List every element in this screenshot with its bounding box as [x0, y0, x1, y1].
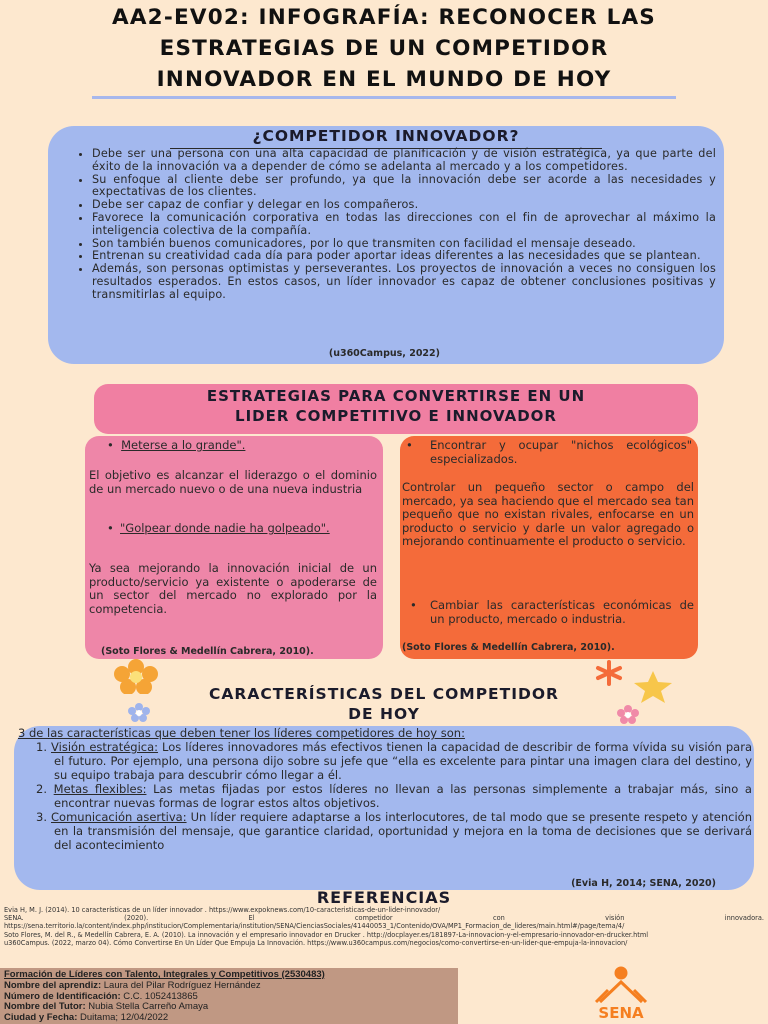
strategy-right-bullet-1: • Encontrar y ocupar "nichos ecológicos" especializados.: [406, 438, 692, 466]
title-line-1: AA2-EV02: INFOGRAFÍA: RECONOCER LAS: [112, 5, 656, 30]
strategy-left-panel: [85, 436, 383, 659]
competitor-bullet-list: [74, 148, 716, 302]
title-line-2: ESTRATEGIAS DE UN COMPETIDOR: [159, 36, 609, 61]
student-id: Número de Identificación: C.C. 1052413865: [4, 990, 198, 1002]
reference-entry: Soto Flores, M. del R., & Medellín Cabrera, E. A. (2010). La innovación y el empresario innovador en Drucker . http://docplayer.es/181897-La-innovacion-y-el-empresario-innovador-en-drucker.html: [4, 930, 649, 939]
competitor-panel: [48, 126, 724, 364]
program-name: Formación de Líderes con Talento, Integrales y Competitivos (2530483): [4, 969, 325, 980]
characteristics-list: [36, 740, 752, 852]
strategy-left-bullet-1: • Meterse a lo grande".: [107, 438, 246, 452]
competitor-citation: (u360Campus, 2022): [328, 348, 440, 359]
page-title: [0, 2, 768, 95]
list-item: • Debe ser capaz de confiar y delegar en los compañeros.: [92, 199, 716, 212]
list-item: • Son también buenos comunicadores, por lo que transmiten con facilidad el mensaje deseado.: [92, 238, 716, 251]
references-list: [4, 906, 764, 947]
list-item: 2. Metas flexibles: Las metas fijadas por estos líderes no llevan a las personas simplemente a trabajar más, sino a encontrar nuevas formas de lograr estos altos objetivos.: [36, 782, 752, 810]
reference-entry: SENA. (2020). El competidor con visión innovadora. https://sena.territorio.la/content/index.php/institucion/Complementaria/institution/SENA/CienciasSociales/41440053_1/Contenido/OVA/MP1_Formacion_de_lideres/main.html#/page/tema/4/: [4, 914, 764, 931]
sena-logo: [582, 966, 660, 1024]
list-item: 1. Visión estratégica: Los líderes innovadores más efectivos tienen la capacidad de describir de forma vívida su visión para el futuro. Por ejemplo, una persona dijo sobre su jefe que “ella es excelente para pintar una imagen clara del destino, y su equipo trabaja para descubrir cómo llegar a él.: [36, 740, 752, 782]
characteristics-lead: 3 de las características que deben tener los líderes competidores de hoy son:: [18, 726, 465, 740]
strategy-right-bullet-2: • Cambiar las características económicas de un producto, mercado o industria.: [410, 598, 694, 626]
strategy-left-citation: (Soto Flores & Medellín Cabrera, 2010).: [101, 646, 314, 657]
strategy-left-bullet-2: • "Golpear donde nadie ha golpeado".: [107, 521, 330, 535]
bullet-dot-icon: •: [107, 521, 114, 535]
student-name: Nombre del aprendiz: Laura del Pilar Rodríguez Hernández: [4, 979, 261, 991]
list-item: 3. Comunicación asertiva: Un líder requiere adaptarse a los interlocutores, de tal modo que se presente respeto y atención en la transmisión del mensaje, que garantice claridad, oportunidad y mejora en la toma de decisiones que se derivará del acontecimiento: [36, 810, 753, 852]
strategies-title-banner: [94, 384, 698, 434]
title-line-3: INNOVADOR EN EL MUNDO DE HOY: [156, 67, 612, 92]
references-title: REFERENCIAS: [316, 888, 452, 907]
characteristics-title-line-2: DE HOY: [348, 705, 420, 723]
strategy-right-text-1: Controlar un pequeño sector o campo del mercado, ya sea haciendo que el mercado sea tan pequeño que no existan rivales, enfocarse en un producto o servicio y darle un valor agregado o mejorando continuamente el producto o servicio.: [402, 480, 694, 548]
sparkle-icon: [594, 660, 624, 686]
list-item: • Debe ser una persona con una alta capacidad de planificación y de visión estratégica, ya que parte del éxito de la innovación va a depender de cómo se adelanta al mercado y a los competidores.: [92, 148, 716, 174]
reference-entry: Evia H, M. J. (2014). 10 características de un líder innovador . https://www.expoknews.com/10-caracteristicas-de-un-lider-innovador/: [4, 906, 441, 914]
characteristics-title: [140, 684, 628, 724]
characteristics-title-line-1: CARACTERÍSTICAS DEL COMPETIDOR: [209, 685, 559, 703]
title-divider: [92, 96, 676, 99]
student-info-footer: [0, 968, 458, 1024]
strategies-title-line-1: ESTRATEGIAS PARA CONVERTIRSE EN UN: [206, 387, 586, 405]
strategies-title-line-2: LIDER COMPETITIVO E INNOVADOR: [235, 407, 557, 425]
tutor-name: Nombre del Tutor: Nubia Stella Carreño Amaya: [4, 1001, 209, 1013]
city-date: Ciudad y Fecha: Duitama; 12/04/2022: [4, 1012, 169, 1024]
reference-entry: u360Campus. (2022, marzo 04). Cómo Convertirse En Un Líder Que Empuja La Innovación. https://www.u360campus.com/negocios/como-convertirse-en-un-lider-que-empuja-la-innovacion/: [4, 938, 628, 947]
bullet-dot-icon: •: [406, 438, 413, 452]
characteristics-citation: (Evia H, 2014; SENA, 2020): [571, 878, 716, 889]
list-item: • Su enfoque al cliente debe ser profundo, ya que la innovación debe ser acorde a las necesidades y expectativas de los clientes.: [92, 174, 716, 200]
bullet-dot-icon: •: [107, 438, 122, 452]
strategy-right-citation: (Soto Flores & Medellín Cabrera, 2010).: [402, 642, 615, 653]
star-icon: [632, 670, 674, 704]
sena-logo-text: SENA: [598, 1004, 644, 1022]
bullet-dot-icon: •: [410, 598, 417, 612]
list-item: • Además, son personas optimistas y perseverantes. Los proyectos de innovación a veces no consiguen los resultados esperados. En estos casos, un líder innovador es capaz de obtener conclusiones positivas y transmitirlas al equipo.: [92, 263, 716, 301]
competitor-title: ¿COMPETIDOR INNOVADOR?: [252, 127, 520, 145]
strategy-left-text-1: El objetivo es alcanzar el liderazgo o el dominio de un mercado nuevo o de una nueva industria: [89, 468, 377, 496]
list-item: • Entrenan su creatividad cada día para poder aportar ideas diferentes a las necesidades que se plantean.: [92, 250, 716, 263]
list-item: • Favorece la comunicación corporativa en todas las direcciones con el fin de aprovechar al máximo la inteligencia colectiva de la compañía.: [92, 212, 716, 238]
characteristics-panel: [14, 726, 754, 890]
strategy-right-panel: [400, 436, 698, 659]
strategy-left-text-2: Ya sea mejorando la innovación inicial de un producto/servicio ya existente o apoderarse de un sector del mercado no explorado por la competencia.: [89, 561, 377, 616]
